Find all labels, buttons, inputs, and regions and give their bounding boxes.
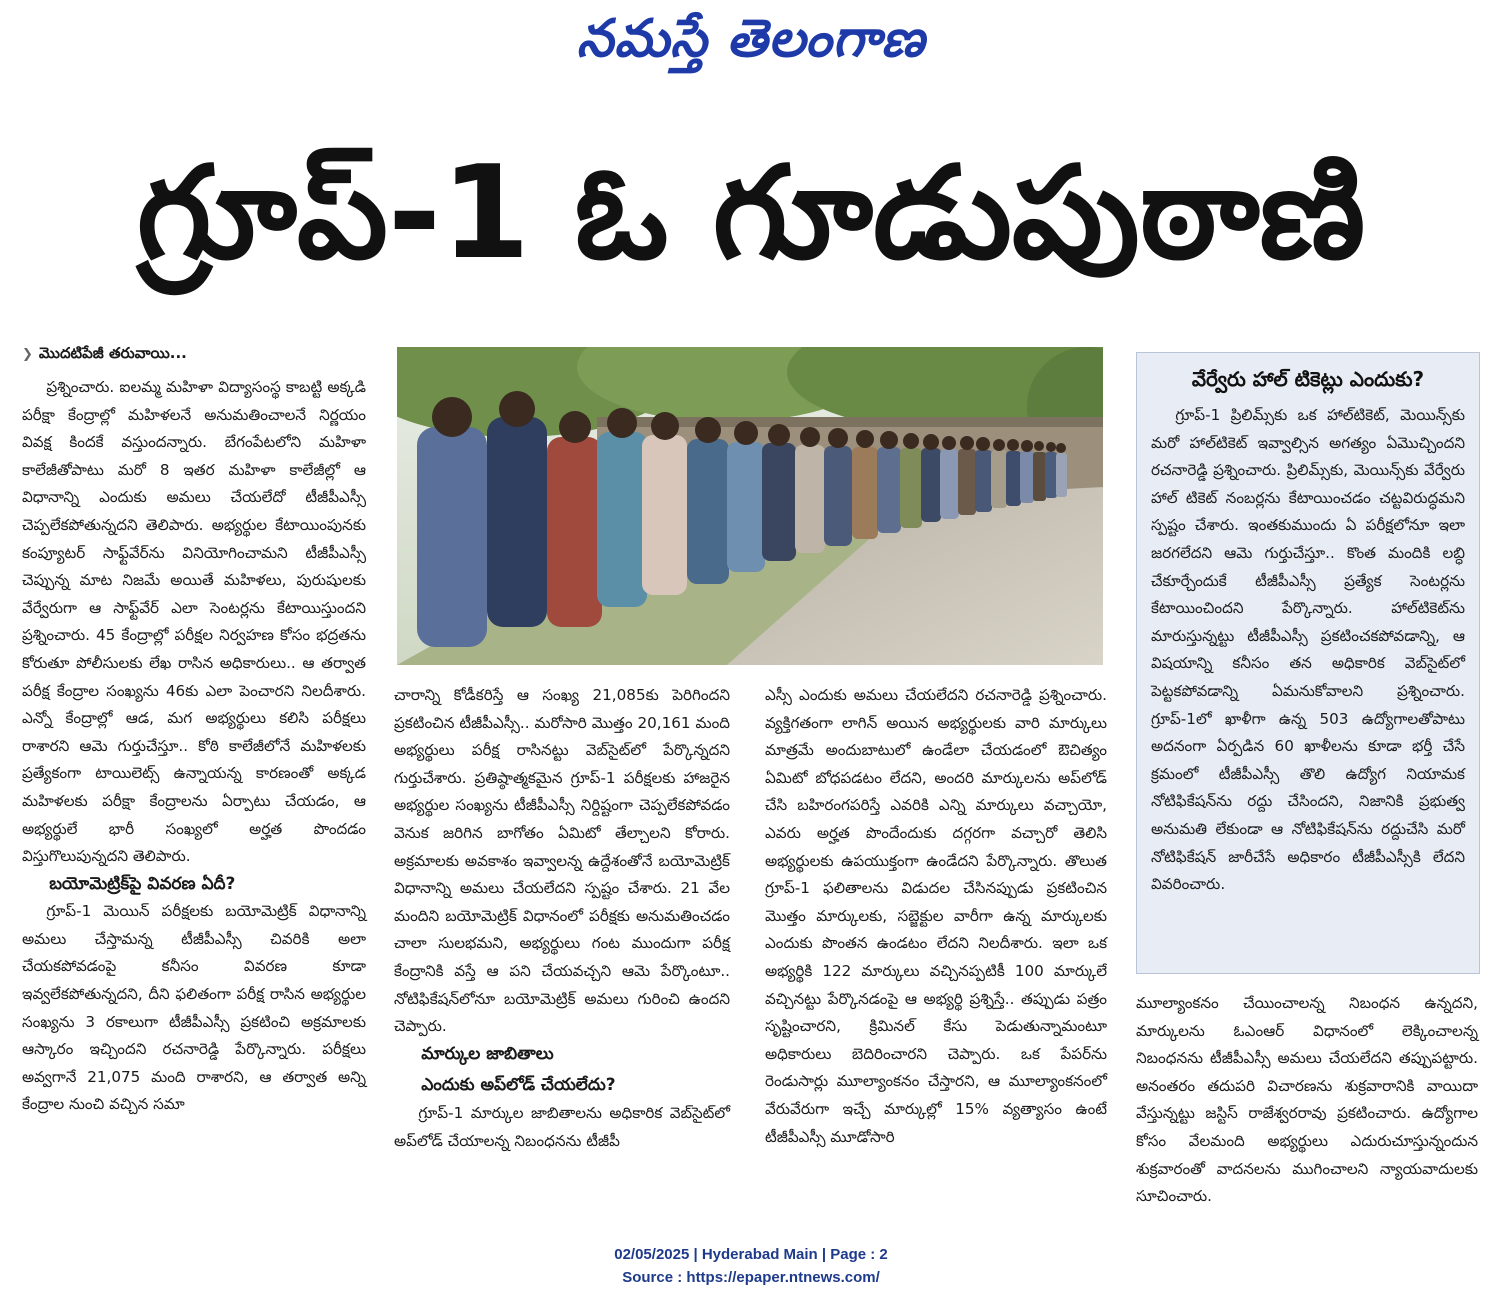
continuation-label bbox=[22, 344, 187, 366]
continuation-text: మొదటిపేజీ తరువాయి... bbox=[38, 344, 187, 362]
footer-source-line: Source : https://epaper.ntnews.com/ bbox=[622, 1269, 880, 1286]
masthead-logo: నమస్తే తెలంగాణ bbox=[576, 8, 926, 69]
sidebar-text: గ్రూప్-1 ప్రిలిమ్స్‌కు ఒక హాల్‌టికెట్, మెయిన్స్‌కు మరో హాల్‌టికెట్ ఇవ్వాల్సిన అగత్యం ఏమొచ్చిందని రచనారెడ్డి ప్రశ్నించారు. ప్రిలిమ్స్‌కు, మెయిన్స్‌కు వేర్వేరు హాల్ టికెట్ నంబర్లను కేటాయించడం చట్టవిరుద్ధమని స్పష్టం చేశారు. ఇంతకుముందు ఏ పరీక్షలోనూ ఇలా జరగలేదని ఆమె గుర్తుచేస్తూ.. కొంత మందికి లబ్ధి చేకూర్చేందుకే టీజీపీఎస్సీ ప్రత్యేక సెంటర్లను కేటాయించిందని పేర్కొన్నారు. హాల్‌టికెట్‌ను మారుస్తున్నట్టు టీజీపీఎస్సీ ప్రకటించకపోవడాన్ని, ఆ విషయాన్ని కనీసం తన అధికారిక వెబ్‌సైట్‌లో పెట్టకపోవడాన్ని ఏమనుకోవాలని ప్రశ్నించారు. గ్రూప్-1లో ఖాళీగా ఉన్న 503 ఉద్యోగాలతోపాటు అదనంగా ఏర్పడిన 60 ఖాళీలను కూడా భర్తీ చేసే క్రమంలో టీజీపీఎస్సీ తొలి ఉద్యోగ నియామక నోటిఫికేషన్‌ను రద్దు చేసిందని, నిజానికి ప్రభుత్వ అనుమతి లేకుండా ఆ నోటిఫికేషన్‌ను రద్దుచేసి మరో నోటిఫికేషన్ జారీచేసే అధికారం టీజీపీఎస్సీకి లేదని వివరించారు. bbox=[1151, 406, 1465, 894]
paragraph: గ్రూప్-1 మెయిన్ పరీక్షలకు బయోమెట్రిక్ విధానాన్ని అమలు చేస్తామన్న టీజీపీఎస్సీ చివరికి అలా చేయకపోవడంపై కనీసం వివరణ కూడా ఇవ్వలేకపోతున్నదని, దీని ఫలితంగా పరీక్ష రాసిన అభ్యర్థుల సంఖ్యను 3 రకాలుగా టీజీపీఎస్సీ ప్రకటించి అక్రమాలకు ఆస్కారం ఇచ్చిందని రచనారెడ్డి పేర్కొన్నారు. పరీక్షలు అవ్వగానే 21,075 మంది రాశారని, ఆ తర్వాత అన్ని కేంద్రాల నుంచి వచ్చిన సమా bbox=[22, 902, 366, 1114]
article-column-4 bbox=[1136, 990, 1478, 1211]
sidebar-title: వేర్వేరు హాల్ టికెట్లు ఎందుకు? bbox=[1191, 367, 1425, 391]
chevron-right-icon: ❯ bbox=[22, 347, 33, 362]
subheading: బయోమెట్రిక్‌పై వివరణ ఏదీ? bbox=[49, 873, 236, 894]
article-column-3 bbox=[765, 682, 1107, 1151]
paragraph: ఎస్సీ ఎందుకు అమలు చేయలేదని రచనారెడ్డి ప్రశ్నించారు. వ్యక్తిగతంగా లాగిన్ అయిన అభ్యర్థులకు వారి మార్కులు మాత్రమే అందుబాటులో ఉండేలా చేయడంలో ఔచిత్యం ఏమిటో బోధపడటం లేదని, అందరి మార్కులను అప్‌లోడ్ చేసి బహిరంగపరిస్తే ఎవరికి ఎన్ని మార్కులు వచ్చాయో, ఎవరు అర్హత పొందేందుకు దగ్గరగా వచ్చారో తెలిసి అభ్యర్థులకు ఉపయుక్తంగా ఉండేదని పేర్కొన్నారు. తొలుత గ్రూప్-1 ఫలితాలను విడుదల చేసినప్పుడు ప్రకటించిన మొత్తం మార్కులకు, సబ్జెక్టుల వారీగా ఉన్న మార్కులకు ఎందుకు పొంతన ఉండటం లేదని నిలదీశారు. ఇలా ఒక అభ్యర్థికి 122 మార్కులు వచ్చినప్పటికీ 100 మార్కులే వచ్చినట్టు పేర్కొనడంపై ఆ అభ్యర్థి ప్రశ్నిస్తే.. తప్పుడు పత్రం సృష్టించారని, క్రిమినల్ కేసు పెడుతున్నామంటూ అధికారులు బెదిరించారని చెప్పారు. ఒక పేపర్‌ను రెండుసార్లు మూల్యాంకనం చేస్తారని, ఆ మూల్యాంకనంలో వేరువేరుగా ఇచ్చే మార్కుల్లో 15% వ్యత్యాసం ఉంటే టీజీపీఎస్సీ మూడోసారి bbox=[765, 686, 1107, 1146]
paragraph: ప్రశ్నించారు. ఐలమ్మ మహిళా విద్యాసంస్థ కాబట్టి అక్కడి పరీక్షా కేంద్రాల్లో మహిళలనే అనుమతించాలనే నిర్ణయం వివక్ష కిందకే వస్తుందన్నారు. బేగంపేటలోని మహిళా కాలేజీతోపాటు మరో 8 ఇతర మహిళా కాలేజీల్లో ఆ విధానాన్ని ఎందుకు అమలు చేయలేదో టీజీపీఎస్సీ చెప్పలేకపోతున్నదని తెలిపారు. అభ్యర్థుల కేటాయింపునకు కంప్యూటర్ సాఫ్ట్‌వేర్‌ను వినియోగించామని టీజీపీఎస్సీ చెప్పున్న మాట నిజమే అయితే మహిళలు, పురుషులకు వేర్వేరుగా ఆ సాఫ్ట్‌వేర్ ఎలా సెంటర్లను కేటాయిస్తుందని ప్రశ్నించారు. 45 కేంద్రాల్లో పరీక్షల నిర్వహణ కోసం భద్రతను కోరుతూ పోలీసులకు లేఖ రాసిన అధికారులు.. ఆ తర్వాత పరీక్ష కేంద్రాల సంఖ్యను 46కు ఎలా పెంచారని నిలదీశారు. ఎన్నో కేంద్రాల్లో ఆడ, మగ అభ్యర్థులు కలిసి పరీక్షలు రాశారని ఆమె గుర్తుచేస్తూ.. కోఠి కాలేజీలోనే మహిళలకు ప్రత్యేకంగా టాయిలెట్స్ ఉన్నాయన్న కారణంతో అక్కడ మహిళలకు పరీక్షా కేంద్రాలను ఏర్పాటు చేయడం, ఆ అభ్యర్థులే భారీ సంఖ్యలో అర్హత పొందడం విస్తుగొలుపున్నదని తెలిపారు. bbox=[22, 378, 366, 866]
article-column-2 bbox=[394, 682, 730, 1155]
queue-photo-illustration bbox=[397, 347, 1103, 665]
sidebar-box bbox=[1136, 352, 1480, 974]
footer-date-line: 02/05/2025 | Hyderabad Main | Page : 2 bbox=[614, 1246, 888, 1263]
article-column-1 bbox=[22, 374, 366, 1119]
paragraph: చారాన్ని కోడీకరిస్తే ఆ సంఖ్య 21,085కు పెరిగిందని ప్రకటించిన టీజీపీఎస్సీ.. మరోసారి మొత్తం 20,161 మంది అభ్యర్థులు పరీక్ష రాసినట్టు వెబ్‌సైట్‌లో పేర్కొన్నదని గుర్తుచేశారు. ప్రతిష్ఠాత్మకమైన గ్రూప్-1 పరీక్షలకు హాజరైన అభ్యర్థుల సంఖ్యను టీజీపీఎస్సీ నిర్దిష్టంగా చెప్పలేకపోవడం వెనుక జరిగిన బాగోతం ఏమిటో తేల్చాలని కోరారు. అక్రమాలకు అవకాశం ఇవ్వాలన్న ఉద్దేశంతోనే బయోమెట్రిక్ విధానాన్ని అమలు చేయలేదని స్పష్టం చేశారు. 21 వేల మందిని బయోమెట్రిక్ విధానంలో పరీక్షకు అనుమతించడం చాలా సులభమని, అభ్యర్థులు గంట ముందుగా పరీక్ష కేంద్రానికి వస్తే ఆ పని చేయవచ్చని ఆమె పేర్కొంటూ.. నోటిఫికేషన్‌లోనూ బయోమెట్రిక్ అమలు గురించి ఉందని చెప్పారు. bbox=[394, 686, 730, 1036]
paragraph: మూల్యాంకనం చేయించాలన్న నిబంధన ఉన్నదని, మార్కులను ఓఎంఆర్ విధానంలో లెక్కించాలన్న నిబంధనను టీజీపీఎస్సీ అమలు చేయలేదని తప్పుపట్టారు. అనంతరం తదుపరి విచారణను శుక్రవారానికి వాయిదా వేస్తున్నట్టు జస్టిస్ రాజేశ్వరరావు ప్రకటించారు. ఉద్యోగాల కోసం వేలమంది అభ్యర్థులు ఎదురుచూస్తున్నందున శుక్రవారంతో వాదనలను ముగించాలని న్యాయవాదులకు సూచించారు. bbox=[1136, 994, 1478, 1206]
headline: గ్రూప్-1 ఓ గూడుపుఠాణి bbox=[136, 139, 1366, 288]
subheading: ఎందుకు అప్‌లోడ్ చేయలేదు? bbox=[421, 1075, 616, 1096]
subheading: మార్కుల జాబితాలు bbox=[421, 1043, 554, 1064]
paragraph: గ్రూప్-1 మార్కుల జాబితాలను అధికారిక వెబ్‌సైట్‌లో అప్‌లోడ్ చేయాలన్న నిబంధనను టీజీపీ bbox=[394, 1103, 730, 1150]
news-photo bbox=[397, 347, 1103, 665]
